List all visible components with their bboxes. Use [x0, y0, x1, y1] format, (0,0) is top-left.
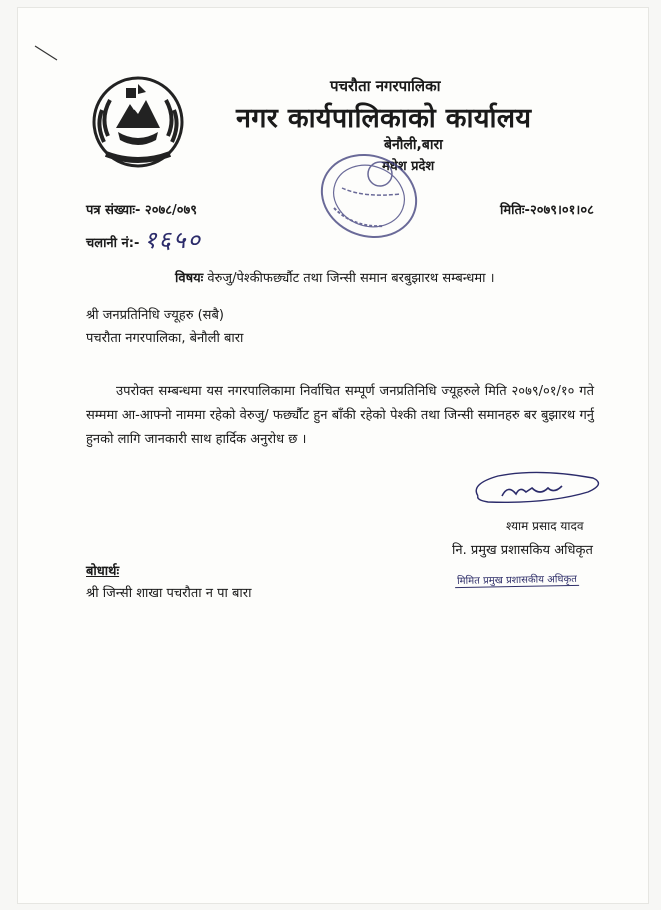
province-name: मधेश प्रदेश [382, 159, 435, 174]
cc-item: श्री जिन्सी शाखा पचरौता न पा बारा [86, 586, 252, 601]
dispatch-number-handwritten: १६५० [144, 226, 202, 254]
office-address: बेनौली,बारा [384, 137, 443, 153]
nepal-emblem-icon [88, 70, 188, 170]
office-seal-stamp [314, 148, 424, 243]
signatory-name: श्याम प्रसाद यादव [506, 519, 584, 533]
dispatch-label: चलानी नं:- [86, 236, 140, 251]
subject-label: विषयः [175, 271, 204, 286]
letter-date: मितिः-२०७९।०१।०८ [500, 203, 594, 218]
letter-body: उपरोक्त सम्बन्धमा यस नगरपालिकामा निर्वाचित सम्पूर्ण जनप्रतिनिधि ज्यूहरुले मिति २०७९/०१/१० गते सम्ममा आ-आफ्नो नाममा रहेको वेरुजु/ फर्छ्यौट हुन बाँकी रहेको पेश्की तथा जिन्सी समानहरु बर बुझारथ गर्नु हुनको लागि जानकारी साथ हार्दिक अनुरोध छ । [86, 384, 595, 447]
pen-mark [33, 44, 59, 62]
office-title: नगर कार्यपालिकाको कार्यालय [236, 103, 532, 134]
handwritten-signature [468, 466, 608, 516]
subject-line [175, 268, 495, 286]
reference-number: पत्र संख्याः- २०७८/०७९ [86, 203, 198, 218]
signatory-title: नि. प्रमुख प्रशासकिय अधिकृत [452, 543, 593, 558]
subject-text: वेरुजु/पेश्कीफर्छ्यौट तथा जिन्सी समान बरबुझारथ सम्बन्धमा । [207, 271, 495, 286]
cc-label: बोधार्थः [86, 564, 120, 579]
recipient-line-2: पचरौता नगरपालिका, बेनौली बारा [86, 331, 244, 346]
municipality-name: पचरौता नगरपालिका [330, 77, 441, 95]
designation-stamp: मिमित प्रमुख प्रशासकीय अधिकृत [455, 571, 579, 588]
recipient-line-1: श्री जनप्रतिनिधि ज्यूहरु (सबै) [86, 308, 224, 323]
